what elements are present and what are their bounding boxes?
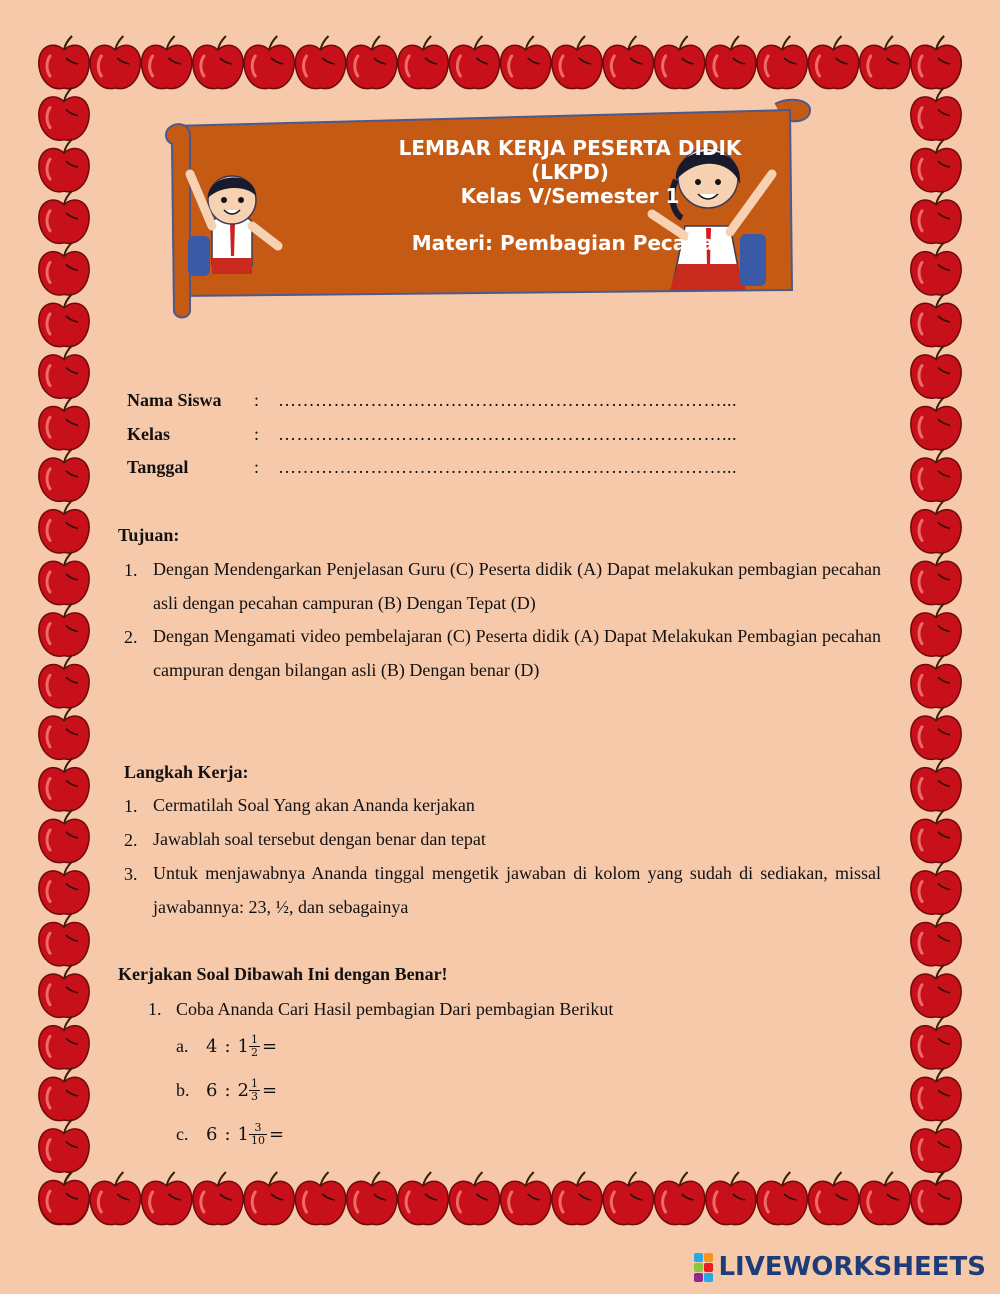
apple-icon [347, 1172, 397, 1225]
apple-icon [193, 36, 243, 89]
apple-icon [39, 88, 89, 141]
apple-icon [911, 810, 961, 863]
step-number: 2. [124, 830, 138, 850]
apple-icon [39, 604, 89, 657]
mixed-whole: 1 [237, 1124, 249, 1145]
apple-icon [808, 1172, 858, 1225]
apple-icon [911, 1016, 961, 1069]
apple-icon [39, 913, 89, 966]
subject-topic: Materi: Pembagian Pecahan [411, 231, 729, 255]
apple-icon [39, 1120, 89, 1173]
apple-icon [39, 1068, 89, 1121]
apple-icon [295, 36, 345, 89]
problem-letter: b. [176, 1080, 190, 1100]
apple-icon [706, 1172, 756, 1225]
apple-icon [911, 397, 961, 450]
class-semester: Kelas V/Semester 1 [460, 184, 680, 208]
apple-icon [911, 88, 961, 141]
apple-icon [398, 1172, 448, 1225]
apple-icon [39, 1016, 89, 1069]
problem-letter: a. [176, 1036, 189, 1056]
problem-a [176, 1034, 277, 1059]
step-text: Untuk menjawabnya Ananda tinggal mengetik jawaban di kolom yang sudah di sediakan, missal jawabannya: 23, ½, dan sebagainya [153, 863, 881, 917]
divide-sign: : [224, 1124, 231, 1145]
apple-icon [398, 36, 448, 89]
date-field[interactable]: ………………………………………………………………... [278, 457, 737, 477]
apple-icon [911, 242, 961, 295]
liveworksheets-watermark[interactable] [694, 1252, 986, 1282]
apple-icon [860, 36, 910, 89]
apple-icon [808, 36, 858, 89]
numerator: 1 [250, 1077, 258, 1090]
apple-icon [90, 36, 140, 89]
apple-icon [911, 346, 961, 399]
apple-icon [39, 139, 89, 192]
apple-icon [39, 965, 89, 1018]
header-banner [160, 96, 815, 320]
equals-sign: = [268, 1124, 285, 1145]
apple-icon [90, 1172, 140, 1225]
objective-text: Dengan Mengamati video pembelajaran (C) Peserta didik (A) Dapat Melakukan Pembagian pecahan campuran dengan bilangan asli (B) Dengan benar (D) [153, 626, 881, 680]
fraction [250, 1034, 259, 1059]
class-field[interactable]: ………………………………………………………………... [278, 424, 737, 444]
date-colon: : [254, 457, 260, 477]
mixed-whole: 1 [237, 1036, 249, 1057]
apple-icon [449, 36, 499, 89]
apple-icon [911, 965, 961, 1018]
equals-sign: = [261, 1080, 278, 1101]
apple-icon [603, 36, 653, 89]
apple-icon [911, 1120, 961, 1173]
apple-icon [141, 36, 191, 89]
exercise-heading: Kerjakan Soal Dibawah Ini dengan Benar! [118, 964, 448, 984]
apple-icon [39, 552, 89, 605]
apple-icon [193, 1172, 243, 1225]
apple-icon [911, 500, 961, 553]
apple-icon [39, 655, 89, 708]
watermark-text: LIVEWORKSHEETS [718, 1252, 986, 1282]
liveworksheets-logo-icon [694, 1253, 713, 1282]
apple-icon [39, 449, 89, 502]
apple-icon [39, 810, 89, 863]
denominator: 3 [250, 1090, 258, 1103]
apple-icon [39, 1172, 89, 1225]
apple-icon [501, 36, 551, 89]
apple-icon [911, 604, 961, 657]
apple-icon [757, 1172, 807, 1225]
apple-icon [654, 36, 704, 89]
apple-icon [911, 36, 961, 89]
apple-icon [39, 242, 89, 295]
divide-sign: : [224, 1036, 231, 1057]
problem-letter: c. [176, 1124, 189, 1144]
divide-sign: : [224, 1080, 231, 1101]
dividend: 6 [206, 1080, 218, 1101]
objective-number: 1. [124, 560, 138, 580]
apple-icon [39, 500, 89, 553]
apple-icon [39, 397, 89, 450]
apple-icon [295, 1172, 345, 1225]
apple-icon [39, 862, 89, 915]
fraction [250, 1122, 266, 1147]
dividend: 6 [206, 1124, 218, 1145]
apple-icon [39, 707, 89, 760]
dividend: 4 [206, 1036, 218, 1057]
apple-icon [39, 36, 89, 89]
apple-icon [39, 758, 89, 811]
step-number: 1. [124, 796, 138, 816]
scroll-banner-shape [160, 96, 815, 320]
apple-icon [552, 1172, 602, 1225]
apple-icon [911, 707, 961, 760]
apple-icon [552, 36, 602, 89]
apple-icon [141, 1172, 191, 1225]
objectives-heading: Tujuan: [118, 525, 180, 545]
objective-number: 2. [124, 627, 138, 647]
apple-icon [860, 1172, 910, 1225]
apple-icon [39, 346, 89, 399]
apple-icon [911, 913, 961, 966]
numerator: 3 [254, 1121, 262, 1134]
name-label: Nama Siswa [127, 390, 222, 410]
name-colon: : [254, 390, 260, 410]
apple-icon [911, 449, 961, 502]
numerator: 1 [250, 1033, 258, 1046]
class-label: Kelas [127, 424, 170, 444]
apple-icon [911, 36, 961, 89]
class-colon: : [254, 424, 260, 444]
apple-icon [39, 1171, 89, 1224]
name-field[interactable]: ………………………………………………………………... [278, 390, 737, 410]
apple-icon [911, 758, 961, 811]
question-number: 1. [148, 999, 162, 1019]
question-text: Coba Ananda Cari Hasil pembagian Dari pembagian Berikut [176, 999, 614, 1019]
step-text: Cermatilah Soal Yang akan Ananda kerjakan [153, 795, 475, 815]
apple-icon [449, 1172, 499, 1225]
apple-icon [654, 1172, 704, 1225]
apple-icon [911, 139, 961, 192]
apple-icon [501, 1172, 551, 1225]
step-text: Jawablah soal tersebut dengan benar dan tepat [153, 829, 486, 849]
objective-text: Dengan Mendengarkan Penjelasan Guru (C) Peserta didik (A) Dapat melakukan pembagian pecahan asli dengan pecahan campuran (B) Dengan Tepat (D) [153, 559, 881, 613]
apple-icon [911, 294, 961, 347]
apple-icon [911, 191, 961, 244]
apple-icon [911, 655, 961, 708]
apple-icon [911, 1171, 961, 1224]
apple-icon [244, 36, 294, 89]
denominator: 10 [250, 1134, 265, 1147]
denominator: 2 [250, 1046, 258, 1059]
steps-heading: Langkah Kerja: [124, 762, 249, 782]
apple-icon [39, 191, 89, 244]
worksheet-title: LEMBAR KERJA PESERTA DIDIK (LKPD) [398, 136, 742, 184]
apple-icon [911, 1172, 961, 1225]
apple-icon [244, 1172, 294, 1225]
apple-icon [603, 1172, 653, 1225]
apple-icon [706, 36, 756, 89]
apple-icon [39, 36, 89, 89]
mixed-whole: 2 [237, 1080, 249, 1101]
date-label: Tanggal [127, 457, 189, 477]
problem-b [176, 1078, 277, 1103]
apple-icon [39, 294, 89, 347]
equals-sign: = [261, 1036, 278, 1057]
apple-icon [757, 36, 807, 89]
apple-icon [911, 1068, 961, 1121]
apple-icon [347, 36, 397, 89]
step-number: 3. [124, 864, 138, 884]
apple-icon [911, 862, 961, 915]
fraction [250, 1078, 259, 1103]
apple-icon [911, 552, 961, 605]
problem-c [176, 1122, 284, 1147]
